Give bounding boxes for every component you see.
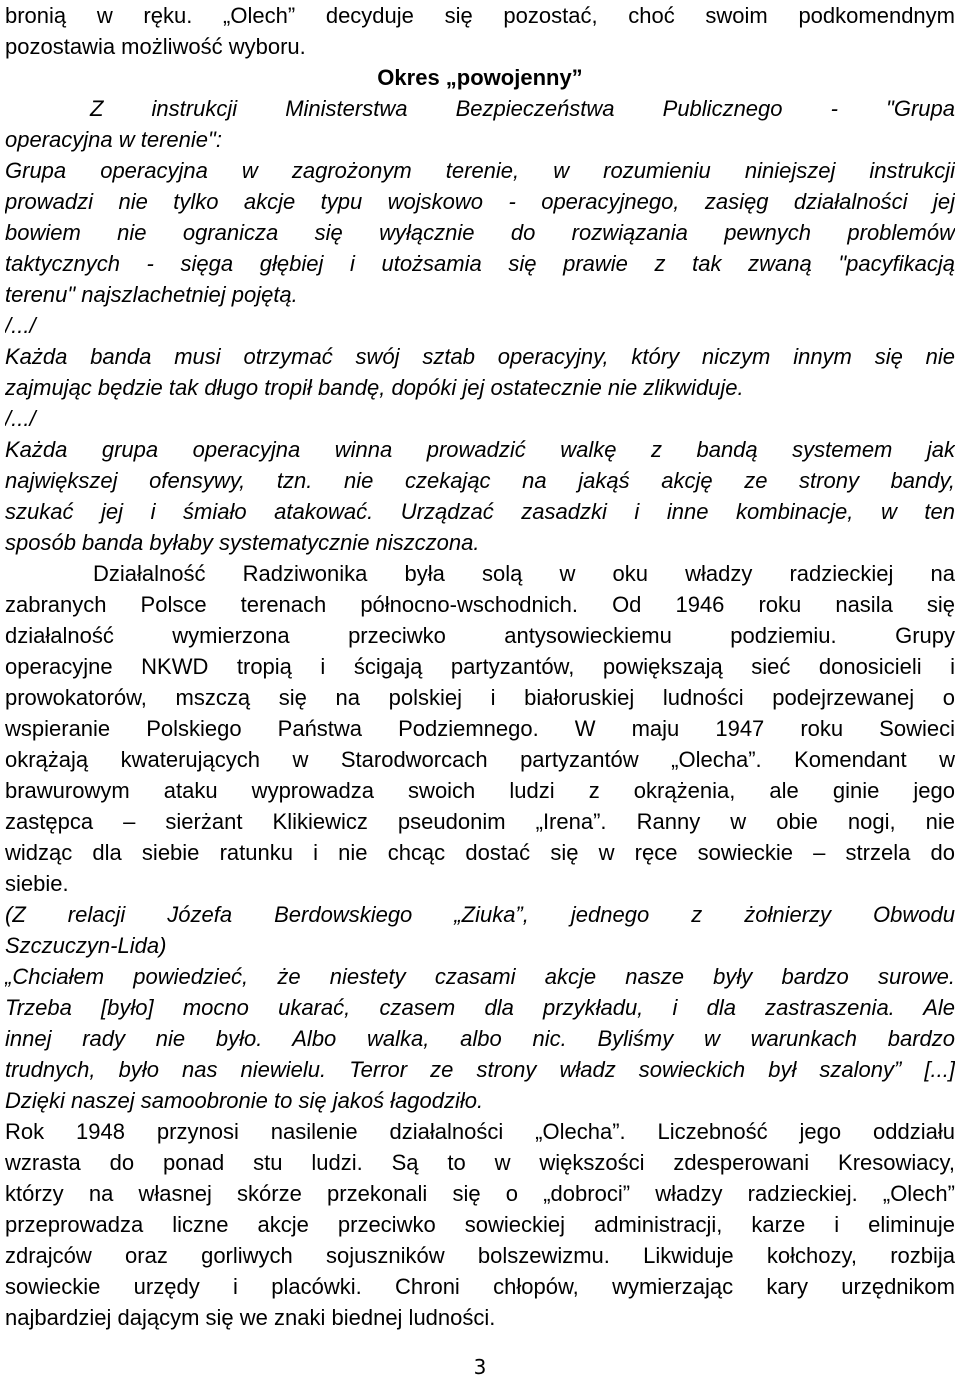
text-line: Dzięki naszej samoobronie to się jakoś łagodziło. <box>5 1088 484 1113</box>
text-line: zabranych Polsce terenach północno-wschodnich. Od 1946 roku nasila się <box>5 592 955 617</box>
text-line: widząc dla siebie ratunku i nie chcąc dostać się w ręce sowieckie – strzela do <box>5 840 955 865</box>
text-line: Każda banda musi otrzymać swój sztab operacyjny, który niczym innym się nie <box>5 344 955 369</box>
text-line: Każda grupa operacyjna winna prowadzić walkę z bandą systemem jak <box>5 437 955 462</box>
text-line: prowokatorów, mszczą się na polskiej i białoruskiej ludności podejrzewanej o <box>5 685 955 710</box>
text-line: „Chciałem powiedzieć, że niestety czasami akcje nasze były bardzo surowe. <box>5 964 955 989</box>
text-line: sowieckie urzędy i placówki. Chroni chłopów, wymierzając kary urzędnikom <box>5 1274 955 1299</box>
text-line: prowadzi nie tylko akcje typu wojskowo - operacyjnego, zasięg działalności jej <box>5 189 955 214</box>
ellipsis-marker: /.../ <box>5 406 36 431</box>
text-line: siebie. <box>5 871 69 896</box>
text-line: najbardziej dającym się we znaki biednej ludności. <box>5 1305 496 1330</box>
text-line: wspieranie Polskiego Państwa Podziemnego. W maju 1947 roku Sowieci <box>5 716 955 741</box>
text-line: działalność wymierzona przeciwko antysowieckiemu podziemiu. Grupy <box>5 623 955 648</box>
text-line: Z instrukcji Ministerstwa Bezpieczeństwa Publicznego - "Grupa <box>90 96 955 121</box>
text-line: zdrajców oraz gorliwych sojuszników bolszewizmu. Likwiduje kołchozy, rozbija <box>5 1243 955 1268</box>
text-line: okrążają kwaterujących w Starodworcach partyzantów „Olecha”. Komendant w <box>5 747 955 772</box>
text-line: pozostawia możliwość wyboru. <box>5 34 306 59</box>
text-line: którzy na własnej skórze przekonali się o „dobroci” władzy radzieckiej. „Olech” <box>5 1181 955 1206</box>
text-line: zastępca – sierżant Klikiewicz pseudonim „Irena”. Ranny w obie nogi, nie <box>5 809 955 834</box>
text-line: szukać jej i śmiało atakować. Urządzać zasadzki i inne kombinacje, w ten <box>5 499 955 524</box>
text-line: przeprowadza liczne akcje przeciwko sowieckiej administracji, karze i eliminuje <box>5 1212 955 1237</box>
text-line: Rok 1948 przynosi nasilenie działalności „Olecha”. Liczebność jego oddziału <box>5 1119 955 1144</box>
text-line: (Z relacji Józefa Berdowskiego „Ziuka”, jednego z żołnierzy Obwodu <box>5 902 955 927</box>
text-line: trudnych, było nas niewielu. Terror ze strony władz sowieckich był szalony” [...] <box>5 1057 955 1082</box>
ellipsis-marker: /.../ <box>5 313 36 338</box>
text-line: sposób banda byłaby systematycznie niszczona. <box>5 530 480 555</box>
text-line: bowiem nie ogranicza się wyłącznie do rozwiązania pewnych problemów <box>5 220 955 245</box>
text-line: terenu" najszlachetniej pojętą. <box>5 282 298 307</box>
text-line: operacyjna w terenie": <box>5 127 222 152</box>
text-line: Grupa operacyjna w zagrożonym terenie, w rozumieniu niniejszej instrukcji <box>5 158 955 183</box>
section-heading: Okres „powojenny” <box>377 65 583 90</box>
page-number: 3 <box>473 1355 487 1379</box>
text-line: operacyjne NKWD tropią i ścigają partyzantów, powiększają sieć donosicieli i <box>5 654 955 679</box>
text-line: brawurowym ataku wyprowadza swoich ludzi z okrążenia, ale ginie jego <box>5 778 955 803</box>
text-line: innej rady nie było. Albo walka, albo nic. Byliśmy w warunkach bardzo <box>5 1026 955 1051</box>
text-line: Działalność Radziwonika była solą w oku władzy radzieckiej na <box>93 561 955 586</box>
text-line: wzrasta do ponad stu ludzi. Są to w większości zdesperowani Kresowiacy, <box>5 1150 955 1175</box>
text-line: Szczuczyn-Lida) <box>5 933 167 958</box>
text-line: zajmując będzie tak długo tropił bandę, dopóki jej ostatecznie nie zlikwiduje. <box>5 375 744 400</box>
text-line: taktycznych - sięga głębiej i utożsamia się prawie z tak zwaną "pacyfikacją <box>5 251 955 276</box>
text-line: bronią w ręku. „Olech” decyduje się pozostać, choć swoim podkomendnym <box>5 3 955 28</box>
text-line: największej ofensywy, tzn. nie czekając na jakąś akcję ze strony bandy, <box>5 468 955 493</box>
document-page <box>5 0 955 1333</box>
text-line: Trzeba [było] mocno ukarać, czasem dla przykładu, i dla zastraszenia. Ale <box>5 995 955 1020</box>
